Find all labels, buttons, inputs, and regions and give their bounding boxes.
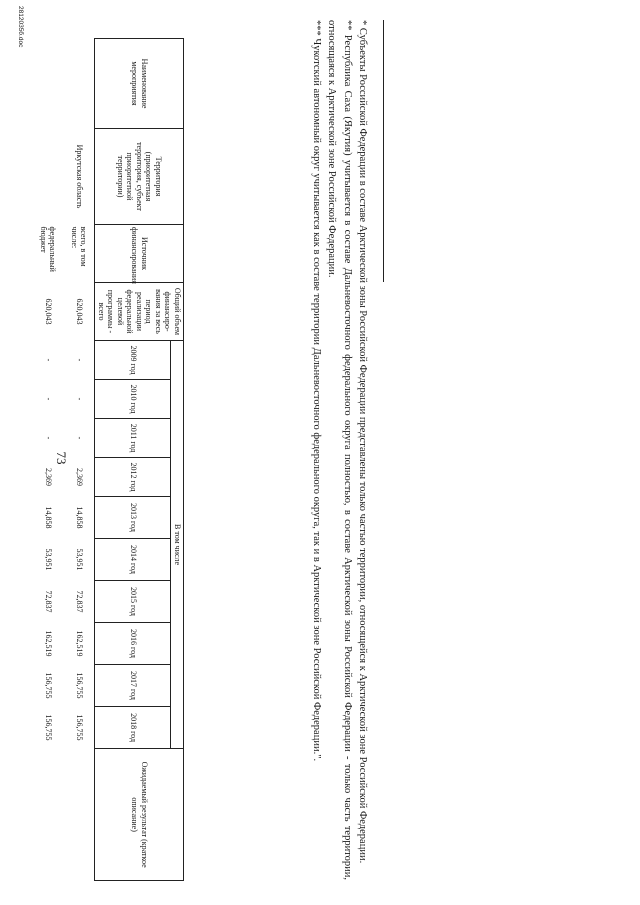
cell-total: 620,043 xyxy=(74,298,84,325)
header-year: 2013 год xyxy=(95,497,171,539)
footnote: ** Республика Саха (Якутия) учитывается в составе Дальневосточного федерального округа полностью, в составе Арктической зоны Российской Федерации - только часть территории, относящаяся к Арктической зоне Российской Федерации. xyxy=(326,20,353,880)
header-year: 2009 год xyxy=(95,341,171,380)
cell-territory xyxy=(33,129,64,225)
header-year: 2017 год xyxy=(95,665,171,707)
cell-value: 156,755 xyxy=(43,672,53,699)
header-year: 2016 год xyxy=(95,623,171,665)
header-row-1 xyxy=(171,39,184,881)
cell-value: 156,755 xyxy=(74,714,84,741)
financing-table xyxy=(33,38,185,881)
footnotes xyxy=(309,20,370,880)
header-including: В том числе xyxy=(171,341,184,749)
cell-total: 620,043 xyxy=(43,298,53,325)
cell-name xyxy=(64,39,96,129)
cell-source: федеральный бюджет xyxy=(39,226,58,272)
cell-value: - xyxy=(43,358,53,362)
header-year: 2018 год xyxy=(95,707,171,749)
page-number: 73 xyxy=(54,451,69,465)
cell-value: 162,519 xyxy=(43,630,53,657)
table-row xyxy=(64,39,96,881)
cell-value: 156,755 xyxy=(43,714,53,741)
cell-value: 14,858 xyxy=(74,506,84,529)
table-row xyxy=(33,39,64,881)
header-year: 2010 год xyxy=(95,380,171,419)
cell-value: 72,837 xyxy=(43,590,53,613)
cell-result xyxy=(33,749,64,881)
cell-value: 2,369 xyxy=(43,468,53,486)
cell-result xyxy=(64,749,96,881)
header-year: 2012 год xyxy=(95,458,171,497)
header-result: Ожидаемый результат (краткое описание) xyxy=(95,749,184,881)
cell-value: - xyxy=(74,436,84,440)
header-source: Источник финансирования xyxy=(95,225,184,283)
header-year: 2014 год xyxy=(95,539,171,581)
cell-value: - xyxy=(43,436,53,440)
cell-value: - xyxy=(74,397,84,401)
cell-value: 53,951 xyxy=(74,548,84,571)
footnote-divider xyxy=(383,20,384,282)
cell-source: всего, в том числе: xyxy=(70,226,89,267)
cell-value: 53,951 xyxy=(43,548,53,571)
cell-value: - xyxy=(74,358,84,362)
cell-value: 162,519 xyxy=(74,630,84,657)
header-year: 2011 год xyxy=(95,419,171,458)
footnote: * Субъекты Российской Федерации в составе Арктической зоны Российской Федерации представлены только частью территории, относящейся к Арктической зоне Российской Федерации. xyxy=(357,20,368,864)
cell-value: - xyxy=(43,397,53,401)
cell-territory: Иркутская область xyxy=(74,144,84,209)
cell-value: 72,837 xyxy=(74,590,84,613)
header-total: Общий объем финансиро-вания за весь период реализации федеральной целевой программы - всего xyxy=(95,283,184,341)
cell-value: 156,755 xyxy=(74,672,84,699)
footnote: *** Чукотский автономный округ учитывается как в составе территории Дальневосточного федерального округа, так и в Арктической зоне Российской Федерации.". xyxy=(311,20,323,762)
cell-value: 14,858 xyxy=(43,506,53,529)
header-name: Наименование мероприятия xyxy=(95,39,184,129)
header-territory: Территория (приоритетная территория, субъект приоритетной территории) xyxy=(95,129,184,225)
cell-name xyxy=(33,39,64,129)
cell-value: 2,369 xyxy=(74,468,84,486)
header-year: 2015 год xyxy=(95,581,171,623)
document-id: 2812035б.doc xyxy=(17,6,24,48)
